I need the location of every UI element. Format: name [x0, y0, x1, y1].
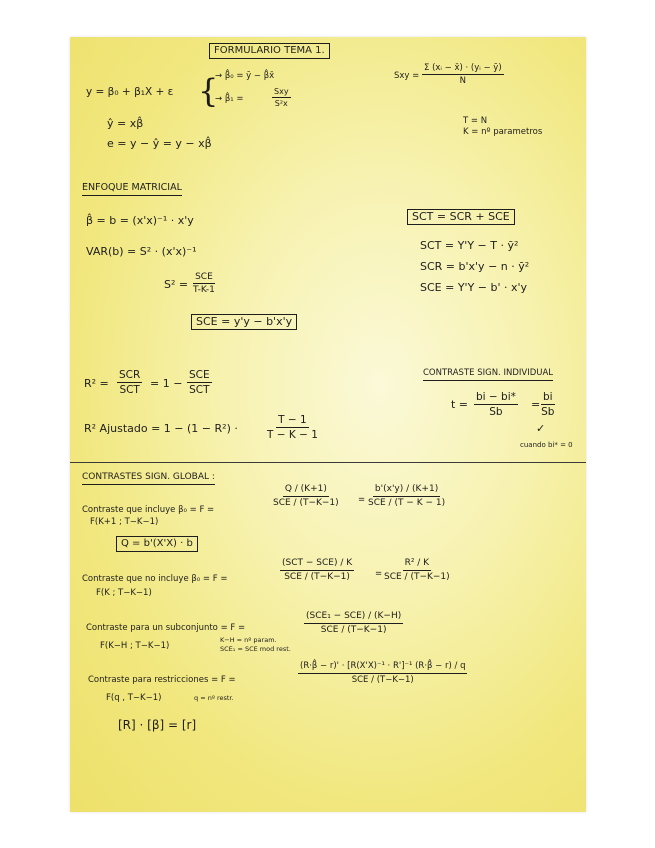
- variance-formula: VAR(b) = S² · (x'x)⁻¹: [86, 245, 197, 258]
- contrast1-denominator-1: SCE / (T−K−1): [273, 498, 339, 508]
- contrast4-fraction: [298, 661, 467, 686]
- sct-formula: SCT = Y'Y − T · ȳ²: [420, 239, 519, 252]
- section-divider: [70, 462, 586, 463]
- regression-model: y = β₀ + β₁X + ε: [86, 86, 174, 98]
- adjusted-r2-label: R² Ajustado = 1 − (1 − R²) ·: [84, 422, 238, 435]
- contrast3-numerator: (SCE₁ − SCE) / (K−H): [304, 611, 403, 624]
- contrast1-numerator-2: b'(x'y) / (K+1): [373, 484, 440, 497]
- t-definition: T = N: [463, 116, 488, 126]
- section-heading-matricial: ENFOQUE MATRICIAL: [82, 182, 182, 196]
- sce-formula: SCE = Y'Y − b' · x'y: [420, 281, 528, 294]
- contrast4-distribution: F(q , T−K−1): [106, 693, 162, 703]
- contrast4-note: q = nº restr.: [194, 694, 234, 702]
- sxy-label: Sxy =: [394, 71, 420, 81]
- contrast2-numerator-1: (SCT − SCE) / K: [280, 558, 354, 571]
- t-stat-equals: =: [531, 398, 541, 411]
- r2-fraction-2: [187, 369, 212, 396]
- contrast3-denominator: SCE / (T−K−1): [320, 625, 387, 635]
- contrast2-numerator-2: R² / K: [403, 558, 432, 571]
- curly-brace: {: [198, 72, 219, 110]
- sct-boxed-identity: SCT = SCR + SCE: [407, 209, 515, 225]
- contrast2-denominator-1: SCE / (T−K−1): [284, 572, 350, 582]
- contrast1-distribution: F(K+1 ; T−K−1): [90, 517, 159, 527]
- s2-label: S² =: [164, 278, 189, 291]
- contrast2-label: Contraste que no incluye β₀ = F =: [82, 574, 228, 584]
- t-stat-note: cuando bi* = 0: [520, 441, 573, 449]
- adjusted-r2-numerator: T − 1: [278, 414, 307, 426]
- contrast2-denominator-2: SCE / (T−K−1): [384, 572, 450, 582]
- contrast1-fraction-1: [273, 484, 339, 509]
- contrast2-fraction-2: [384, 558, 450, 583]
- sce-boxed-formula: SCE = y'y − b'x'y: [191, 314, 297, 330]
- sxy-denominator: N: [459, 76, 466, 86]
- yhat-formula: ŷ = xβ̂: [107, 117, 144, 130]
- beta-hat-formula: β̂ = b = (x'x)⁻¹ · x'y: [86, 214, 194, 227]
- contrast2-fraction-1: [280, 558, 354, 583]
- scr-formula: SCR = b'x'y − n · ȳ²: [420, 260, 530, 273]
- r2-numerator-1: SCR: [119, 369, 141, 381]
- s2-denominator: T-K-1: [193, 285, 215, 295]
- contrast3-distribution: F(K−H ; T−K−1): [100, 641, 170, 651]
- r2-denominator-2: SCT: [189, 384, 210, 396]
- contrast4-numerator: (R·β̂ − r)' · [R(X'X)⁻¹ · R']⁻¹ (R·β̂ − r) / q: [298, 661, 467, 674]
- contrast1-equals: =: [358, 495, 366, 505]
- t-stat-label: t =: [451, 398, 469, 411]
- t-stat-fraction-1: [474, 391, 518, 418]
- k-definition: K = nº parametros: [463, 127, 543, 137]
- section-heading-individual: CONTRASTE SIGN. INDIVIDUAL: [423, 367, 553, 381]
- residual-formula: e = y − ŷ = y − xβ̂: [107, 137, 212, 150]
- t-stat-numerator-1: bi − bi*: [476, 391, 516, 403]
- r2-denominator-1: SCT: [119, 384, 140, 396]
- page-title: FORMULARIO TEMA 1.: [209, 43, 330, 59]
- section-heading-global: CONTRASTES SIGN. GLOBAL :: [82, 471, 215, 485]
- r2-numerator-2: SCE: [189, 369, 210, 381]
- q-boxed-formula: Q = b'(X'X) · b: [116, 536, 198, 552]
- r2-equals-one-minus: = 1 −: [150, 377, 183, 390]
- contrast1-numerator-1: Q / (K+1): [283, 484, 329, 497]
- t-stat-numerator-2: bi: [543, 391, 553, 403]
- contrast3-label: Contraste para un subconjunto = F =: [86, 623, 246, 633]
- s2-fraction: [193, 272, 215, 295]
- contrast1-label: Contraste que incluye β₀ = F =: [82, 505, 215, 515]
- t-stat-fraction-2: [541, 391, 555, 418]
- contrast2-equals: =: [375, 569, 383, 579]
- r2-label: R² =: [84, 377, 109, 390]
- s2-numerator: SCE: [195, 272, 213, 282]
- contrast1-denominator-2: SCE / (T − K − 1): [368, 498, 446, 508]
- t-stat-denominator-2: Sb: [541, 406, 555, 418]
- sxy-fraction: [422, 63, 504, 86]
- adjusted-r2-denominator: T − K − 1: [267, 429, 318, 441]
- adjusted-r2-fraction: [267, 414, 318, 441]
- contrast1-fraction-2: [368, 484, 445, 509]
- contrast2-distribution: F(K ; T−K−1): [96, 588, 152, 598]
- check-mark-icon: ✓: [536, 422, 546, 435]
- t-stat-denominator-1: Sb: [489, 406, 503, 418]
- contrast3-fraction: [304, 611, 403, 636]
- beta1-numerator: Sxy: [274, 87, 289, 96]
- r2-fraction-1: [117, 369, 142, 396]
- beta1-denominator: S²x: [274, 99, 288, 108]
- sxy-numerator: Σ (xᵢ − x̄) · (yᵢ − ȳ): [424, 63, 502, 73]
- beta0-formula: → β̂₀ = ȳ − β̂x̄: [215, 71, 275, 81]
- formula-sheet: [70, 37, 586, 812]
- beta1-label: → β̂₁ =: [215, 94, 244, 104]
- beta1-fraction: [272, 87, 291, 108]
- contrast3-note-k-h: K−H = nº param.: [220, 636, 277, 644]
- contrast4-denominator: SCE / (T−K−1): [351, 675, 414, 685]
- contrast3-note-sce1: SCE₁ = SCE mod rest.: [220, 645, 291, 653]
- contrast4-label: Contraste para restricciones = F =: [88, 675, 236, 685]
- restriction-matrix-equation: [R] · [β] = [r]: [118, 718, 197, 732]
